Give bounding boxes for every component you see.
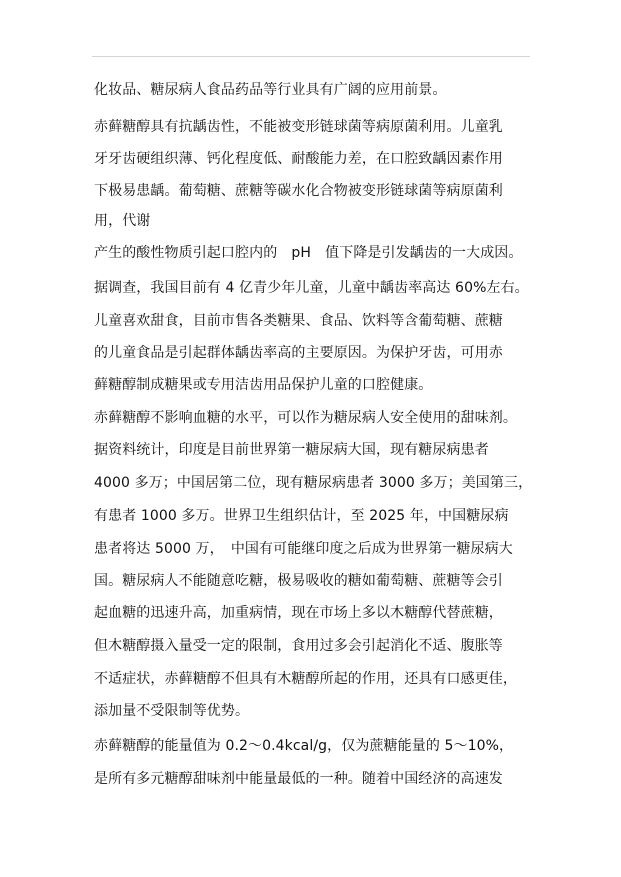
text-line: 的儿童食品是引起群体龋齿率高的主要原因。为保护牙齿，可用赤: [94, 345, 503, 361]
text-line: 藓糖醇制成糖果或专用洁齿用品保护儿童的口腔健康。: [94, 377, 433, 393]
text-line: 化妆品、糖尿病人食品药品等行业具有广阔的应用前景。: [94, 82, 447, 98]
text-line: 患者将达 5000 万， 中国有可能继印度之后成为世界第一糖尿病大: [94, 541, 513, 557]
text-line: 添加量不受限制等优势。: [94, 703, 250, 719]
text-line: 产生的酸性物质引起口腔内的 pH 值下降是引发龋齿的一大成因。: [94, 245, 523, 261]
text-line: 儿童喜欢甜食，目前市售各类糖果、食品、饮料等含葡萄糖、蔗糖: [94, 313, 503, 329]
text-line: 4000 多万；中国居第二位，现有糖尿病患者 3000 多万；美国第三，: [94, 475, 533, 491]
text-line: 是所有多元糖醇甜味剂中能量最低的一种。随着中国经济的高速发: [94, 771, 503, 787]
text-line: 据资料统计，印度是目前世界第一糖尿病大国，现有糖尿病患者: [94, 442, 489, 458]
header-divider: [92, 56, 530, 57]
text-line: 起血糖的迅速升高，加重病情，现在市场上多以木糖醇代替蔗糖，: [94, 605, 503, 621]
text-line: 牙牙齿硬组织薄、钙化程度低、耐酸能力差，在口腔致龋因素作用: [94, 151, 503, 167]
text-line: 赤藓糖醇不影响血糖的水平，可以作为糖尿病人安全使用的甜味剂。: [94, 410, 517, 426]
text-line: 有患者 1000 多万。世界卫生组织估计，至 2025 年，中国糖尿病: [94, 508, 509, 524]
text-line: 不适症状，赤藓糖醇不但具有木糖醇所起的作用，还具有口感更佳，: [94, 671, 517, 687]
text-line: 用，代谢: [94, 213, 151, 229]
text-line: 赤藓糖醇具有抗龋齿性，不能被变形链球菌等病原菌利用。儿童乳: [94, 119, 503, 135]
text-line: 国。糖尿病人不能随意吃糖，极易吸收的糖如葡萄糖、蔗糖等会引: [94, 573, 503, 589]
text-line: 赤藓糖醇的能量值为 0.2～0.4kcal/g，仅为蔗糖能量的 5～10%，: [94, 738, 514, 754]
text-line: 据调查，我国目前有 4 亿青少年儿童，儿童中龋齿率高达 60%左右。: [94, 280, 529, 296]
text-line: 但木糖醇摄入量受一定的限制，食用过多会引起消化不适、腹胀等: [94, 638, 503, 654]
text-line: 下极易患龋。葡萄糖、蔗糖等碳水化合物被变形链球菌等病原菌利: [94, 183, 503, 199]
